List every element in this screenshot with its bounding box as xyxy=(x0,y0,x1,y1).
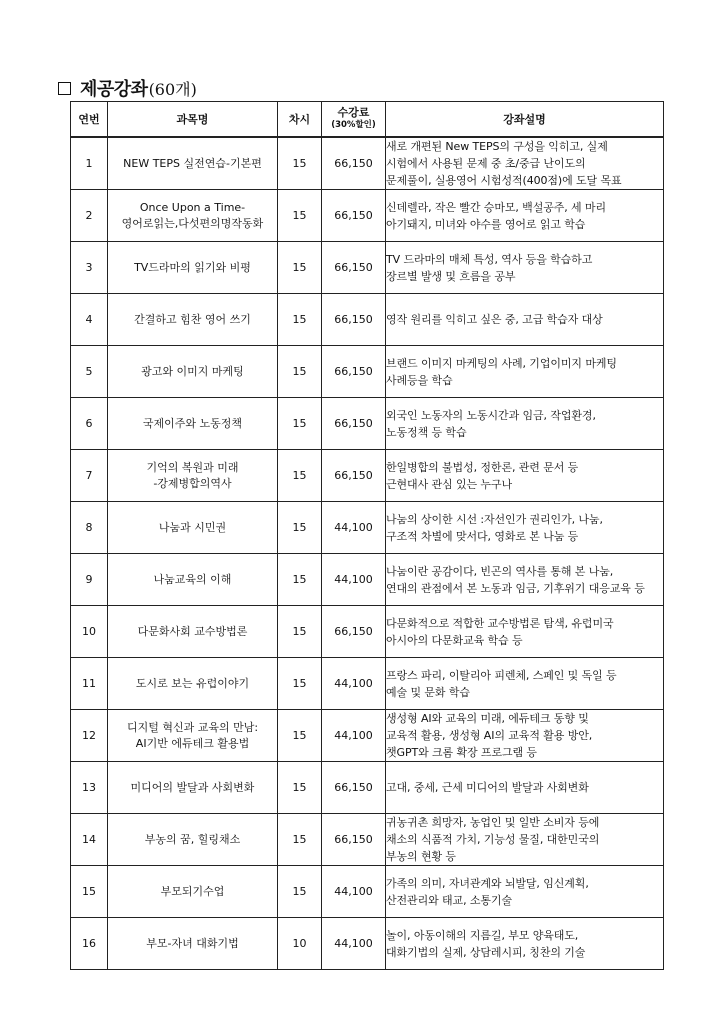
row-number: 2 xyxy=(71,190,108,242)
tuition-fee: 66,150 xyxy=(322,242,386,294)
course-description xyxy=(386,606,664,658)
course-name xyxy=(108,398,278,450)
header-sessions: 차시 xyxy=(278,102,322,138)
description-line: 브랜드 이미지 마케팅의 사례, 기업이미지 마케팅 xyxy=(386,356,617,370)
description-line: 문제풀이, 실용영어 시험성적(400점)에 도달 목표 xyxy=(386,174,622,187)
course-name xyxy=(108,137,278,190)
course-name-line: 나눔과 시민권 xyxy=(158,520,227,534)
tuition-fee: 44,100 xyxy=(322,658,386,710)
table-body xyxy=(71,137,664,970)
course-description xyxy=(386,710,664,762)
course-name xyxy=(108,450,278,502)
header-fee xyxy=(322,102,386,138)
tuition-fee: 66,150 xyxy=(322,606,386,658)
course-name xyxy=(108,294,278,346)
course-name-line: 미디어의 발달과 사회변화 xyxy=(130,780,255,794)
row-number: 16 xyxy=(71,918,108,970)
course-name-line: Once Upon a Time- xyxy=(139,200,246,214)
tuition-fee: 44,100 xyxy=(322,502,386,554)
row-number: 10 xyxy=(71,606,108,658)
row-number: 14 xyxy=(71,814,108,866)
description-line: 프랑스 파리, 이탈리아 피렌체, 스페인 및 독일 등 xyxy=(386,668,617,682)
course-name xyxy=(108,242,278,294)
course-name xyxy=(108,606,278,658)
session-count: 15 xyxy=(278,502,322,554)
course-name-line: NEW TEPS 실전연습-기본편 xyxy=(123,156,262,170)
table-row xyxy=(71,814,664,866)
header-desc: 강좌설명 xyxy=(386,102,664,138)
tuition-fee: 44,100 xyxy=(322,554,386,606)
description-line: 교육적 활용, 생성형 AI의 교육적 활용 방안, xyxy=(386,729,593,742)
session-count: 15 xyxy=(278,606,322,658)
course-name-line: 간결하고 힘찬 영어 쓰기 xyxy=(134,312,251,326)
row-number: 5 xyxy=(71,346,108,398)
description-line: TV 드라마의 매체 특성, 역사 등을 학습하고 xyxy=(386,252,593,266)
description-line: 연대의 관점에서 본 노동과 임금, 기후위기 대응교육 등 xyxy=(386,581,645,595)
course-description xyxy=(386,346,664,398)
table-header-row xyxy=(71,102,664,138)
row-number: 6 xyxy=(71,398,108,450)
description-line: 외국인 노동자의 노동시간과 임금, 작업환경, xyxy=(386,408,596,422)
description-line: 놀이, 아동이해의 지름길, 부모 양육태도, xyxy=(386,928,579,942)
description-line: 신데렐라, 작은 빨간 승마모, 백설공주, 세 마리 xyxy=(386,200,607,214)
table-row xyxy=(71,710,664,762)
session-count: 15 xyxy=(278,346,322,398)
course-name-line: 영어로읽는,다섯편의명작동화 xyxy=(121,216,264,230)
table-row xyxy=(71,346,664,398)
row-number: 4 xyxy=(71,294,108,346)
description-line: 근현대사 관심 있는 누구나 xyxy=(386,477,512,491)
description-line: 챗GPT와 크롬 확장 프로그램 등 xyxy=(386,746,537,759)
tuition-fee: 44,100 xyxy=(322,866,386,918)
course-name-line: 부모-자녀 대화기법 xyxy=(146,936,239,950)
section-heading xyxy=(58,76,197,100)
course-description xyxy=(386,190,664,242)
session-count: 15 xyxy=(278,137,322,190)
session-count: 15 xyxy=(278,866,322,918)
course-description xyxy=(386,242,664,294)
course-name-line: 부농의 꿈, 힐링채소 xyxy=(144,832,241,846)
table-row xyxy=(71,762,664,814)
table-row xyxy=(71,294,664,346)
row-number: 11 xyxy=(71,658,108,710)
tuition-fee: 44,100 xyxy=(322,710,386,762)
tuition-fee: 66,150 xyxy=(322,294,386,346)
course-description xyxy=(386,554,664,606)
description-line: 부농의 현황 등 xyxy=(386,850,456,863)
table-row xyxy=(71,606,664,658)
course-description xyxy=(386,814,664,866)
tuition-fee: 66,150 xyxy=(322,450,386,502)
course-description xyxy=(386,918,664,970)
session-count: 15 xyxy=(278,294,322,346)
course-name-line: 디지털 혁신과 교육의 만남: xyxy=(126,720,259,734)
description-line: 예술 및 문화 학습 xyxy=(386,685,470,699)
course-name-line: 도시로 보는 유럽이야기 xyxy=(135,676,250,690)
header-fee-label: 수강료 xyxy=(337,106,370,119)
description-line: 나눔이란 공감이다, 빈곤의 역사를 통해 본 나눔, xyxy=(386,564,614,578)
course-name-line: -강제병합의역사 xyxy=(153,476,232,490)
table-row xyxy=(71,398,664,450)
course-name-line: 기억의 복원과 미래 xyxy=(146,460,239,474)
table-row xyxy=(71,450,664,502)
table-row xyxy=(71,658,664,710)
row-number: 3 xyxy=(71,242,108,294)
description-line: 채소의 식품적 가치, 기능성 물질, 대한민국의 xyxy=(386,833,600,846)
course-count: (60개) xyxy=(148,79,197,99)
tuition-fee: 66,150 xyxy=(322,762,386,814)
description-line: 대화기법의 실제, 상담레시피, 칭찬의 기술 xyxy=(386,945,586,959)
course-name xyxy=(108,554,278,606)
description-line: 귀농귀촌 희망자, 농업인 및 일반 소비자 등에 xyxy=(386,816,600,829)
session-count: 15 xyxy=(278,190,322,242)
row-number: 7 xyxy=(71,450,108,502)
description-line: 노동정책 등 학습 xyxy=(386,425,467,439)
description-line: 영작 원리를 익히고 싶은 중, 고급 학습자 대상 xyxy=(386,313,603,326)
course-name-line: 부모되기수업 xyxy=(160,884,225,898)
table-row xyxy=(71,242,664,294)
session-count: 15 xyxy=(278,554,322,606)
description-line: 아기돼지, 미녀와 야수를 영어로 읽고 학습 xyxy=(386,217,586,231)
session-count: 15 xyxy=(278,398,322,450)
course-description xyxy=(386,658,664,710)
description-line: 나눔의 상이한 시선 :자선인가 권리인가, 나눔, xyxy=(386,512,603,526)
description-line: 새로 개편된 New TEPS의 구성을 익히고, 실제 xyxy=(386,140,608,153)
course-name xyxy=(108,866,278,918)
description-line: 시험에서 사용된 문제 중 초/중급 난이도의 xyxy=(386,157,586,170)
description-line: 구조적 차별에 맞서다, 영화로 본 나눔 등 xyxy=(386,529,579,543)
course-description xyxy=(386,502,664,554)
course-name xyxy=(108,762,278,814)
checkbox-square-icon xyxy=(58,82,71,95)
table-row xyxy=(71,918,664,970)
course-description xyxy=(386,294,664,346)
course-description xyxy=(386,450,664,502)
session-count: 15 xyxy=(278,450,322,502)
course-name-line: 광고와 이미지 마케팅 xyxy=(141,364,244,378)
session-count: 15 xyxy=(278,242,322,294)
session-count: 15 xyxy=(278,710,322,762)
tuition-fee: 44,100 xyxy=(322,918,386,970)
session-count: 15 xyxy=(278,762,322,814)
description-line: 아시아의 다문화교육 학습 등 xyxy=(386,633,523,647)
course-description xyxy=(386,398,664,450)
header-fee-note: (30%할인) xyxy=(331,120,376,130)
course-description xyxy=(386,137,664,190)
course-name-line: 나눔교육의 이해 xyxy=(153,572,232,586)
course-name xyxy=(108,918,278,970)
description-line: 고대, 중세, 근세 미디어의 발달과 사회변화 xyxy=(386,781,589,794)
section-title: 제공강좌 xyxy=(80,79,148,100)
description-line: 산전관리와 태교, 소통기술 xyxy=(386,893,512,907)
course-name-line: TV드라마의 읽기와 비평 xyxy=(134,260,251,274)
tuition-fee: 66,150 xyxy=(322,398,386,450)
table-row xyxy=(71,190,664,242)
table-row xyxy=(71,554,664,606)
course-name xyxy=(108,814,278,866)
course-description xyxy=(386,866,664,918)
session-count: 15 xyxy=(278,658,322,710)
course-name xyxy=(108,346,278,398)
tuition-fee: 66,150 xyxy=(322,137,386,190)
course-name xyxy=(108,710,278,762)
course-name-line: AI기반 에듀테크 활용법 xyxy=(135,736,250,750)
course-table xyxy=(70,101,664,970)
tuition-fee: 66,150 xyxy=(322,346,386,398)
session-count: 10 xyxy=(278,918,322,970)
session-count: 15 xyxy=(278,814,322,866)
description-line: 생성형 AI와 교육의 미래, 에듀테크 동향 및 xyxy=(386,712,589,725)
table-row xyxy=(71,502,664,554)
row-number: 1 xyxy=(71,137,108,190)
tuition-fee: 66,150 xyxy=(322,190,386,242)
row-number: 15 xyxy=(71,866,108,918)
tuition-fee: 66,150 xyxy=(322,814,386,866)
table-row xyxy=(71,137,664,190)
course-name-line: 국제이주와 노동정책 xyxy=(142,416,243,430)
course-name xyxy=(108,658,278,710)
row-number: 9 xyxy=(71,554,108,606)
table-row xyxy=(71,866,664,918)
description-line: 장르별 발생 및 흐름을 공부 xyxy=(386,269,516,283)
description-line: 가족의 의미, 자녀관계와 뇌발달, 임신계획, xyxy=(386,876,589,890)
header-name: 과목명 xyxy=(108,102,278,138)
course-description xyxy=(386,762,664,814)
course-name xyxy=(108,502,278,554)
description-line: 한일병합의 불법성, 정한론, 관련 문서 등 xyxy=(386,460,579,474)
course-name xyxy=(108,190,278,242)
row-number: 13 xyxy=(71,762,108,814)
row-number: 12 xyxy=(71,710,108,762)
description-line: 다문화적으로 적합한 교수방법론 탐색, 유럽미국 xyxy=(386,616,614,630)
course-name-line: 다문화사회 교수방법론 xyxy=(137,624,248,638)
row-number: 8 xyxy=(71,502,108,554)
description-line: 사례등을 학습 xyxy=(386,373,453,387)
header-num: 연번 xyxy=(71,102,108,138)
